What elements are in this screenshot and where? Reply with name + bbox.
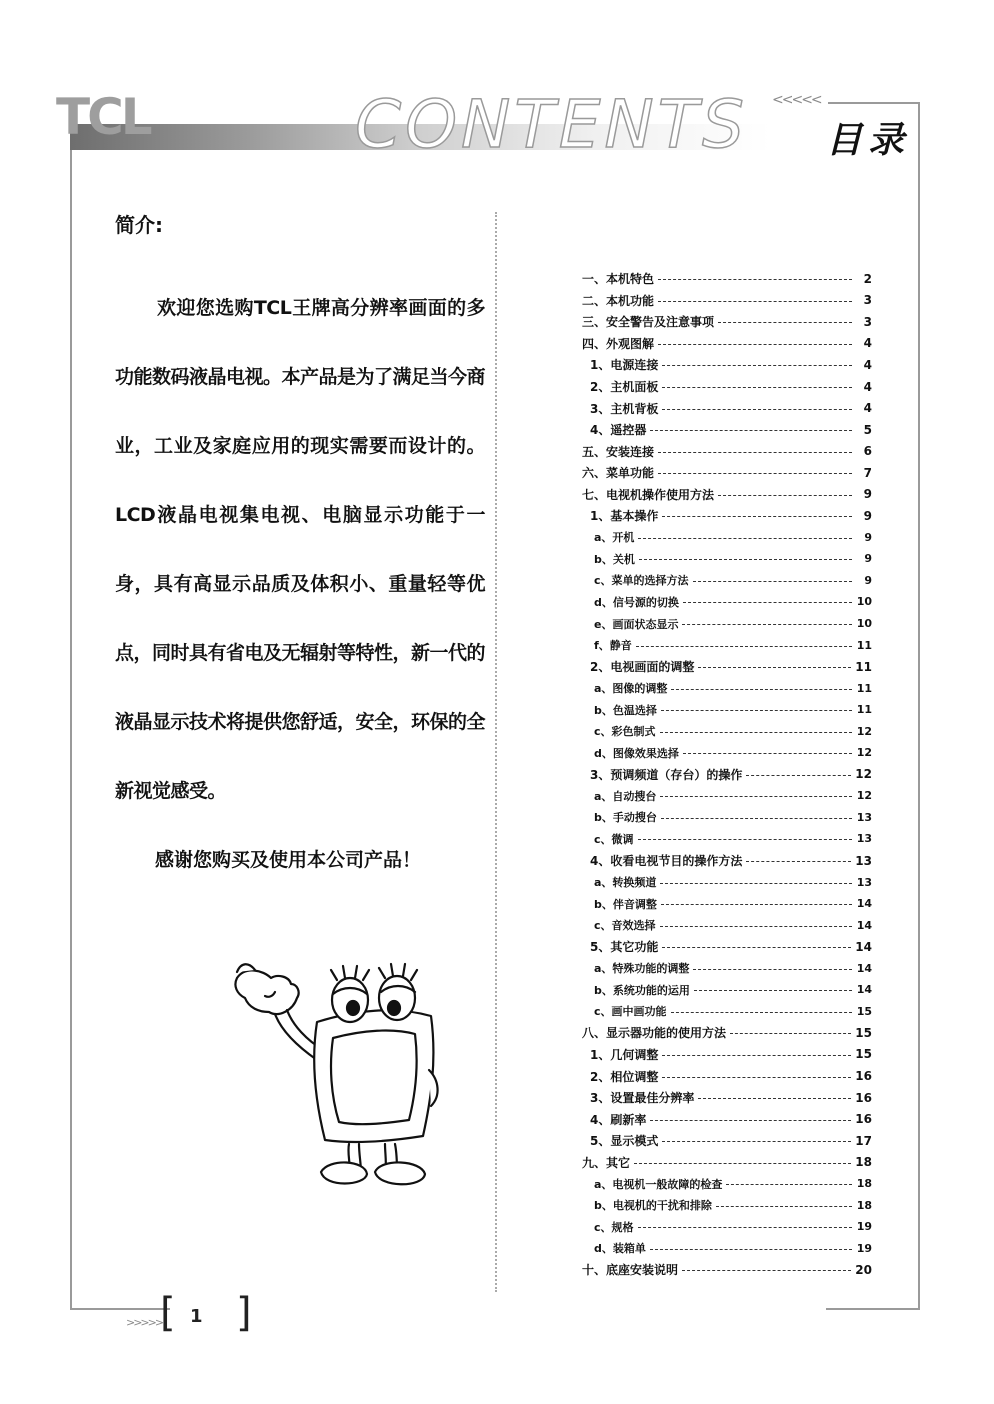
toc-entry-label: d、装箱单 — [594, 1242, 646, 1256]
column-divider — [495, 212, 497, 1292]
toc-leader-line — [682, 624, 852, 625]
toc-entry-page: 4 — [863, 379, 872, 394]
toc-leader-line — [650, 430, 852, 431]
contents-heading: CONTENTS — [355, 86, 749, 163]
toc-entry-page: 9 — [864, 552, 872, 566]
toc-entry — [582, 397, 872, 419]
toc-entry — [582, 893, 872, 915]
toc-entry-page: 18 — [856, 1177, 872, 1191]
toc-entry-label: 2、主机面板 — [590, 380, 659, 394]
toc-entry-label: c、画中画功能 — [594, 1005, 667, 1019]
toc-entry-page: 14 — [856, 961, 872, 975]
toc-entry-page: 19 — [856, 1220, 872, 1234]
toc-entry-page: 6 — [863, 444, 872, 459]
toc-leader-line — [683, 602, 852, 603]
toc-entry-label: a、特殊功能的调整 — [594, 962, 690, 976]
toc-entry-page: 7 — [863, 465, 872, 480]
toc-entry-page: 9 — [863, 508, 872, 523]
toc-leader-line — [650, 1249, 852, 1250]
toc-entry-page: 11 — [856, 681, 872, 695]
frame-line-top-right — [828, 102, 920, 104]
toc-entry-label: d、信号源的切换 — [594, 595, 679, 609]
toc-entry — [582, 958, 872, 980]
toc-entry-page: 12 — [856, 724, 872, 738]
toc-entry-label: 四、外观图解 — [582, 336, 655, 351]
toc-entry-label: 1、电源连接 — [590, 358, 659, 373]
toc-entry-page: 14 — [856, 983, 872, 997]
toc-entry — [582, 1151, 872, 1173]
toc-leader-line — [658, 344, 852, 345]
toc-entry-page: 11 — [856, 703, 872, 717]
toc-entry — [582, 462, 872, 484]
toc-entry-page: 15 — [855, 1047, 872, 1062]
toc-entry-page: 18 — [856, 1198, 872, 1212]
tv-mascot-illustration — [225, 950, 455, 1190]
toc-leader-line — [671, 1012, 852, 1013]
frame-line-right — [918, 102, 920, 1308]
toc-entry-page: 15 — [856, 1004, 872, 1018]
chevrons-left-icon: <<<<< — [772, 92, 821, 108]
toc-entry-page: 13 — [856, 875, 872, 889]
page-header — [0, 0, 994, 200]
toc-entry-page: 9 — [864, 573, 872, 587]
toc-leader-line — [660, 732, 852, 733]
toc-entry — [582, 1001, 872, 1023]
toc-entry-page: 20 — [855, 1262, 872, 1277]
toc-entry-page: 16 — [855, 1090, 872, 1105]
toc-entry — [582, 850, 872, 872]
toc-entry-page: 10 — [856, 595, 872, 609]
toc-entry — [582, 527, 872, 549]
toc-entry — [582, 914, 872, 936]
toc-entry-page: 11 — [855, 659, 872, 674]
toc-entry-label: b、色温选择 — [594, 703, 657, 717]
toc-entry-label: c、彩色制式 — [594, 725, 656, 739]
toc-entry-label: 3、设置最佳分辨率 — [590, 1091, 695, 1106]
toc-entry — [582, 1022, 872, 1044]
toc-leader-line — [718, 322, 852, 323]
toc-entry — [582, 656, 872, 678]
toc-entry — [582, 764, 872, 786]
toc-entry-label: b、手动搜台 — [594, 811, 657, 825]
toc-entry — [582, 505, 872, 527]
toc-leader-line — [726, 1184, 852, 1185]
toc-entry-page: 4 — [863, 357, 872, 372]
toc-leader-line — [662, 1055, 851, 1056]
toc-entry-page: 5 — [863, 422, 872, 437]
toc-entry — [582, 807, 872, 829]
toc-entry-page: 9 — [863, 487, 872, 502]
toc-entry — [582, 1173, 872, 1195]
intro-title: 简介: — [115, 213, 163, 237]
toc-entry-page: 15 — [855, 1025, 872, 1040]
toc-entry — [582, 354, 872, 376]
tcl-logo: TCL — [56, 88, 150, 146]
toc-entry-label: 4、遥控器 — [590, 423, 647, 438]
toc-leader-line — [658, 452, 852, 453]
toc-entry-label: 3、预调频道（存台）的操作 — [590, 767, 743, 782]
toc-entry-page: 14 — [856, 918, 872, 932]
table-of-contents — [582, 268, 872, 1281]
toc-entry — [582, 1130, 872, 1152]
toc-entry-label: 3、主机背板 — [590, 401, 659, 416]
toc-leader-line — [658, 473, 852, 474]
toc-entry-label: a、开机 — [594, 531, 635, 545]
toc-entry — [582, 979, 872, 1001]
toc-entry — [582, 440, 872, 462]
toc-entry — [582, 1259, 872, 1281]
frame-line-bottom-left — [70, 1308, 170, 1310]
toc-leader-line — [682, 1270, 851, 1271]
toc-entry-label: 七、电视机操作使用方法 — [582, 487, 715, 502]
toc-leader-line — [662, 1141, 851, 1142]
toc-leader-line — [693, 581, 852, 582]
toc-leader-line — [662, 947, 851, 948]
toc-entry-page: 11 — [856, 638, 872, 652]
toc-leader-line — [746, 775, 851, 776]
toc-entry — [582, 1195, 872, 1217]
toc-entry — [582, 376, 872, 398]
toc-entry — [582, 1216, 872, 1238]
toc-entry-label: e、画面状态显示 — [594, 617, 679, 631]
toc-entry — [582, 742, 872, 764]
toc-entry-page: 10 — [856, 617, 872, 631]
toc-leader-line — [661, 818, 852, 819]
toc-entry — [582, 311, 872, 333]
toc-leader-line — [639, 559, 852, 560]
toc-entry-label: a、自动搜台 — [594, 789, 657, 803]
toc-leader-line — [662, 516, 852, 517]
toc-entry — [582, 1238, 872, 1260]
toc-entry — [582, 1087, 872, 1109]
toc-entry — [582, 483, 872, 505]
toc-entry-label: a、电视机一般故障的检查 — [594, 1177, 723, 1191]
toc-entry-label: b、关机 — [594, 552, 635, 566]
toc-entry-label: 五、安装连接 — [582, 444, 655, 459]
intro-paragraph: 欢迎您选购TCL王牌高分辨率画面的多功能数码液晶电视。本产品是为了满足当今商业，工业及家庭应用的现实需要而设计的。LCD液晶电视集电视、电脑显示功能于一身，具有高显示品质及体积小、重量轻等优点，同时具有省电及无辐射等特性，新一代的液晶显示技术将提供您舒适，安全，环保的全新视觉感受。 — [115, 297, 486, 802]
toc-entry-label: d、图像效果选择 — [594, 746, 679, 760]
toc-entry — [582, 699, 872, 721]
toc-entry-page: 12 — [856, 789, 872, 803]
toc-entry-label: 三、安全警告及注意事项 — [582, 315, 715, 330]
page-title: 目录 — [826, 120, 911, 161]
toc-entry-page: 14 — [856, 897, 872, 911]
toc-leader-line — [638, 839, 852, 840]
frame-line-left — [70, 150, 72, 1310]
toc-leader-line — [662, 1077, 851, 1078]
toc-entry-page: 4 — [863, 401, 872, 416]
toc-entry-page: 17 — [855, 1133, 872, 1148]
toc-entry — [582, 419, 872, 441]
toc-leader-line — [730, 1033, 851, 1034]
toc-entry-page: 9 — [864, 530, 872, 544]
toc-entry-label: 十、底座安装说明 — [582, 1263, 679, 1278]
toc-leader-line — [698, 1098, 851, 1099]
toc-entry-page: 3 — [863, 293, 872, 308]
toc-entry-page: 13 — [856, 832, 872, 846]
intro-section — [115, 210, 485, 895]
toc-entry-page: 16 — [855, 1112, 872, 1127]
toc-leader-line — [671, 689, 852, 690]
toc-leader-line — [634, 1163, 851, 1164]
toc-entry-label: 六、菜单功能 — [582, 466, 655, 481]
toc-entry-label: 2、相位调整 — [590, 1069, 659, 1084]
toc-leader-line — [694, 990, 852, 991]
toc-entry-label: c、微调 — [594, 832, 634, 846]
toc-entry-page: 13 — [855, 853, 872, 868]
toc-entry-page: 16 — [855, 1069, 872, 1083]
toc-entry-page: 13 — [856, 810, 872, 824]
toc-leader-line — [693, 969, 852, 970]
toc-entry-label: 1、基本操作 — [590, 509, 659, 524]
toc-entry — [582, 677, 872, 699]
page-number-bracket-left: [ — [160, 1290, 176, 1336]
toc-leader-line — [716, 1206, 852, 1207]
toc-entry — [582, 828, 872, 850]
chevrons-right-icon: >>>>> — [126, 1316, 163, 1329]
toc-entry-label: b、电视机的干扰和排除 — [594, 1199, 712, 1213]
toc-entry-page: 3 — [863, 314, 872, 329]
toc-entry-page: 18 — [855, 1155, 872, 1170]
toc-leader-line — [718, 495, 852, 496]
toc-entry-label: a、图像的调整 — [594, 682, 668, 696]
toc-leader-line — [662, 409, 852, 410]
toc-entry — [582, 1044, 872, 1066]
toc-entry — [582, 871, 872, 893]
toc-entry — [582, 591, 872, 613]
toc-entry — [582, 634, 872, 656]
toc-entry-label: 九、其它 — [582, 1155, 631, 1170]
toc-entry — [582, 936, 872, 958]
toc-leader-line — [661, 710, 852, 711]
toc-entry — [582, 570, 872, 592]
toc-leader-line — [660, 926, 852, 927]
toc-entry — [582, 613, 872, 635]
toc-entry — [582, 548, 872, 570]
toc-entry — [582, 1065, 872, 1087]
toc-leader-line — [660, 883, 852, 884]
toc-entry-label: a、转换频道 — [594, 876, 657, 890]
toc-entry-label: 5、显示模式 — [590, 1134, 659, 1149]
toc-entry — [582, 268, 872, 290]
toc-entry-label: 二、本机功能 — [582, 293, 655, 308]
toc-leader-line — [662, 387, 852, 388]
toc-leader-line — [638, 538, 852, 539]
toc-entry-label: b、伴音调整 — [594, 897, 657, 911]
frame-line-bottom-right — [826, 1308, 920, 1310]
toc-entry-label: 4、收看电视节目的操作方法 — [590, 854, 743, 869]
toc-leader-line — [698, 667, 851, 668]
toc-entry — [582, 290, 872, 312]
toc-leader-line — [661, 904, 852, 905]
toc-entry — [582, 785, 872, 807]
toc-entry-page: 2 — [863, 271, 872, 286]
toc-entry-page: 19 — [856, 1241, 872, 1255]
toc-entry — [582, 333, 872, 355]
toc-leader-line — [658, 279, 852, 280]
toc-entry-label: 5、其它功能 — [590, 940, 659, 955]
toc-entry-label: c、音效选择 — [594, 919, 656, 933]
toc-entry-page: 14 — [855, 939, 872, 954]
toc-leader-line — [662, 365, 852, 366]
toc-entry — [582, 720, 872, 742]
toc-leader-line — [658, 301, 852, 302]
toc-entry-label: 4、刷新率 — [590, 1112, 647, 1127]
toc-leader-line — [683, 753, 852, 754]
toc-entry-page: 12 — [856, 746, 872, 760]
toc-entry-label: 2、电视画面的调整 — [590, 660, 695, 675]
intro-thanks: 感谢您购买及使用本公司产品！ — [155, 849, 422, 871]
toc-leader-line — [636, 646, 852, 647]
toc-entry-label: 1、几何调整 — [590, 1047, 659, 1062]
toc-entry-label: c、规格 — [594, 1220, 634, 1234]
toc-entry-label: b、系统功能的运用 — [594, 983, 690, 997]
toc-entry-page: 4 — [863, 336, 872, 351]
toc-leader-line — [746, 861, 851, 862]
toc-entry-label: f、静音 — [594, 639, 632, 653]
toc-entry-page: 12 — [855, 767, 872, 782]
toc-leader-line — [660, 796, 852, 797]
toc-entry-label: c、菜单的选择方法 — [594, 574, 689, 588]
toc-entry-label: 一、本机特色 — [582, 272, 655, 287]
toc-entry-label: 八、显示器功能的使用方法 — [582, 1026, 727, 1041]
toc-leader-line — [638, 1227, 852, 1228]
page-number: 1 — [190, 1306, 203, 1327]
toc-leader-line — [650, 1120, 851, 1121]
toc-entry — [582, 1108, 872, 1130]
page-number-bracket-right: ] — [236, 1290, 252, 1336]
